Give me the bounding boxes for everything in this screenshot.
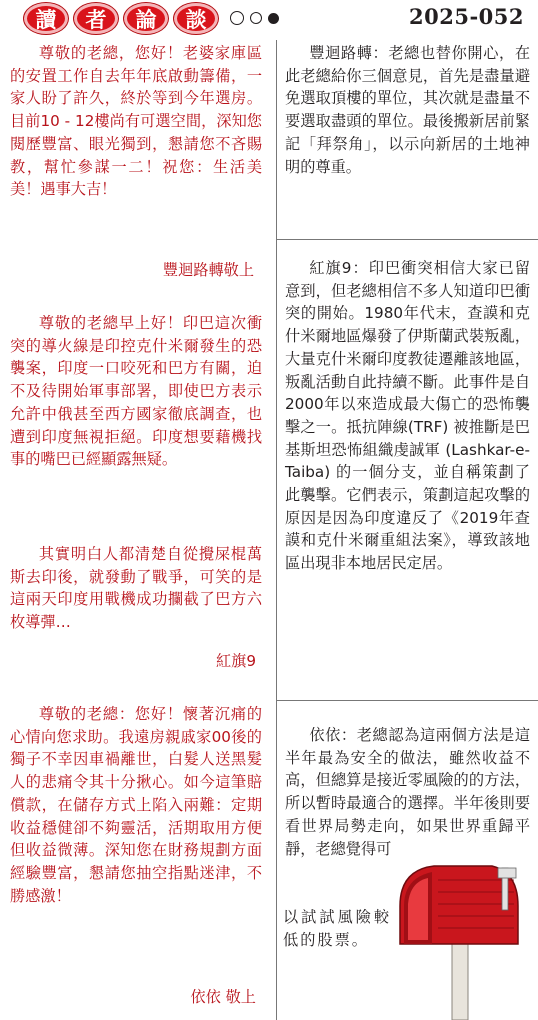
decorative-dots (230, 11, 279, 25)
reply-2-body: 紅旗9：印巴衝突相信大家已留意到，但老總相信不多人知道印巴衝突的開始。1980年代末，查謨和克什米爾地區爆發了伊斯蘭武裝叛亂，大量克什米爾印度教徒遷離該地區，叛亂活動自此持續不斷。此事件是自2000年以來造成最大傷亡的恐怖襲擊之一。抵抗陣線(TRF) 被推斷是巴基斯坦恐怖組織虔誠軍 (Lashkar-e-Taiba) 的一個分支，並自稱策劃了此襲擊。它們表示，策劃這起攻擊的原因是因為印度違反了《2019年查謨和克什米爾重組法案》，導致該地區出現非本地居民定居。 (285, 259, 530, 573)
title-char-2: 者 (74, 3, 118, 34)
letter-2-body: 尊敬的老總早上好！印巴這次衝突的導火線是印控克什米爾發生的恐襲案，印度一口咬死和巴方有關，迫不及待開始軍事部署，即使巴方表示允許中俄甚至西方國家徹底調查，也遭到印度無視拒絕。印度想要藉機找事的嘴巴已經顯露無疑。 (10, 314, 262, 469)
letter-3-body: 尊敬的老總：您好！懷著沉痛的心情向您求助。我遠房親戚家00後的獨子不幸因車禍離世，白髮人送黑髮人的悲痛令其十分揪心。如今這筆賠償款，在儲存方式上陷入兩難：定期收益穩健卻不夠靈活，活期取用方便但收益微薄。深知您在財務規劃方面經驗豐富，懇請您抽空指點迷津，不勝感激！ (10, 705, 262, 905)
letter-2-signature: 紅旗9 (215, 652, 256, 670)
letter-2-body-continued: 其實明白人都清楚自從攪屎棍萬斯去印後，就發動了戰爭，可笑的是這兩天印度用戰機成功攔截了巴方六枚導彈… (10, 545, 262, 632)
column-header (0, 0, 538, 38)
circle-outline-icon (230, 11, 244, 25)
section-divider (277, 239, 538, 240)
reply-3-body: 依依：老總認為這兩個方法是這半年最為安全的做法，雖然收益不高，但總算是接近零風險的的方法，所以暫時最適合的選擇。半年後則要看世界局勢走向，如果世界重歸平靜，老總覺得可 (285, 726, 530, 858)
title-char-3: 論 (124, 3, 168, 34)
red-mailbox-icon (394, 858, 524, 1020)
letter-1-signature: 豐迴路轉敬上 (162, 261, 254, 279)
circle-outline-small-icon (250, 12, 262, 24)
section-divider (277, 700, 538, 701)
reply-1-body: 豐迴路轉：老總也替你開心，在此老總給你三個意見，首先是盡量避免選取頂樓的單位，其次就是盡量不要選取盡頭的單位。最後搬新居前緊記「拜祭角」，以示向新居的土地神明的尊重。 (285, 44, 530, 176)
letter-1-body: 尊敬的老總，您好！老婆家庫區的安置工作自去年年底啟動籌備，一家人盼了許久，終於等到今年選房。目前10 - 12樓尚有可選空間，深知您閱歷豐富、眼光獨到，懇請您不吝賜教，幫忙參謀一二！祝您：生活美美！遇事大吉！ (10, 44, 262, 199)
reader-letters-column (0, 40, 268, 1020)
title-char-4: 談 (174, 3, 218, 34)
title-char-1: 讀 (24, 3, 68, 34)
circle-filled-icon (268, 13, 279, 24)
reply-3-body-tail: 以試試風險較低的股票。 (283, 908, 391, 949)
letter-3-signature: 依依 敬上 (190, 988, 256, 1006)
issue-number: 2025-052 (409, 4, 524, 29)
column-title (24, 3, 218, 34)
